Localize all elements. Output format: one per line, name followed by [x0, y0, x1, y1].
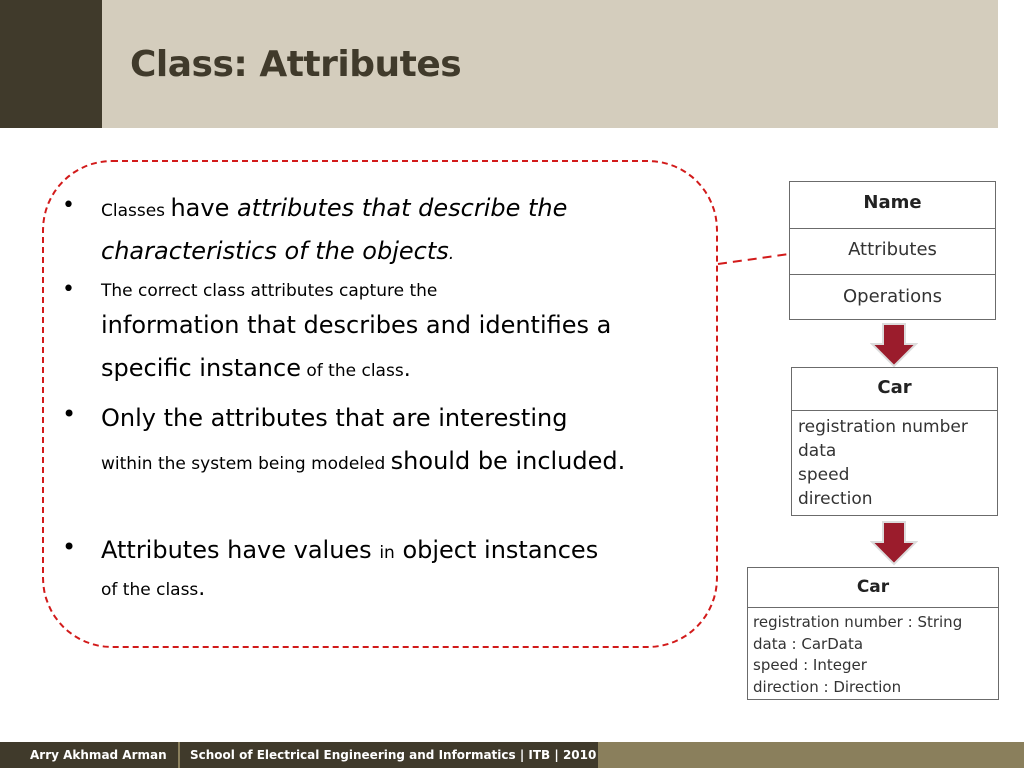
uml-car-typed-attributes	[753, 612, 962, 698]
bullet-1-word-have: have	[170, 194, 237, 222]
bullet-4-period: .	[198, 576, 206, 601]
uml-generic-name: Name	[863, 192, 922, 213]
bullet-3-middle: within the system being modeled	[101, 454, 391, 474]
uml-car-typed-attr: speed : Integer	[753, 656, 867, 674]
uml-car-class	[791, 367, 998, 516]
uml-car-attr: direction	[798, 489, 873, 509]
uml-car-attr: data	[798, 441, 837, 461]
uml-car-typed-name: Car	[856, 577, 890, 597]
uml-generic-attributes: Attributes	[848, 239, 937, 260]
uml-generic-operations: Operations	[843, 286, 942, 307]
uml-car-typed-attr: direction : Direction	[753, 677, 902, 696]
uml-generic-divider-1	[790, 228, 995, 229]
bullet-3-glyph: •	[62, 400, 77, 428]
bullet-1-emphasis: attributes that describe the characteristics of the objects	[101, 194, 568, 265]
bullet-2-tail: of the class	[300, 361, 404, 381]
bullet-3-end: should be included.	[390, 447, 626, 475]
bullet-1-word-classes: Classes	[101, 201, 171, 221]
down-arrow-icon	[870, 322, 918, 368]
bullet-2	[101, 277, 706, 391]
uml-generic-divider-2	[790, 274, 995, 275]
bullet-4-line-2	[101, 572, 706, 607]
bullet-4-start: Attributes have values	[101, 536, 380, 564]
bullet-2-line-1: The correct class attributes capture the	[101, 281, 438, 301]
bullet-4-line-1	[101, 531, 706, 572]
uml-car-name: Car	[877, 377, 912, 398]
uml-generic-class	[789, 181, 996, 320]
uml-car-typed-attr: registration number : String	[753, 613, 963, 631]
uml-car-attributes	[798, 415, 968, 511]
bullet-1-glyph: •	[62, 193, 75, 218]
footer-institution: School of Electrical Engineering and Informatics | ITB | 2010	[180, 742, 598, 768]
uml-car-attr: registration number	[798, 417, 968, 437]
bullet-2-glyph: •	[62, 277, 75, 302]
bullet-4-glyph: •	[62, 533, 77, 561]
uml-car-typed-class	[747, 567, 999, 700]
bullet-3-line-1: Only the attributes that are interesting	[101, 404, 568, 432]
down-arrow-icon	[870, 520, 918, 566]
bullet-4	[101, 531, 706, 607]
uml-car-attr: speed	[798, 465, 850, 485]
bullet-4-of-the-class: of the class	[101, 580, 199, 600]
bullet-1-period: .	[448, 244, 455, 264]
uml-car-divider	[792, 410, 997, 411]
bullet-4-in: in	[379, 543, 395, 563]
footer-author: Arry Akhmad Arman	[0, 742, 178, 768]
header-dark-block	[0, 0, 102, 128]
bullet-4-object-instances: object instances	[394, 536, 599, 564]
slide-title: Class: Attributes	[130, 44, 462, 85]
uml-car-typed-divider	[748, 607, 998, 608]
bullet-2-period: .	[403, 357, 411, 382]
bullet-2-emphasis: information that describes and identifies a specific instance	[101, 311, 612, 382]
bullet-2-rest	[101, 305, 706, 391]
bullet-3	[101, 398, 706, 485]
uml-car-typed-attr: data : CarData	[753, 634, 864, 653]
bullet-1	[101, 188, 706, 274]
